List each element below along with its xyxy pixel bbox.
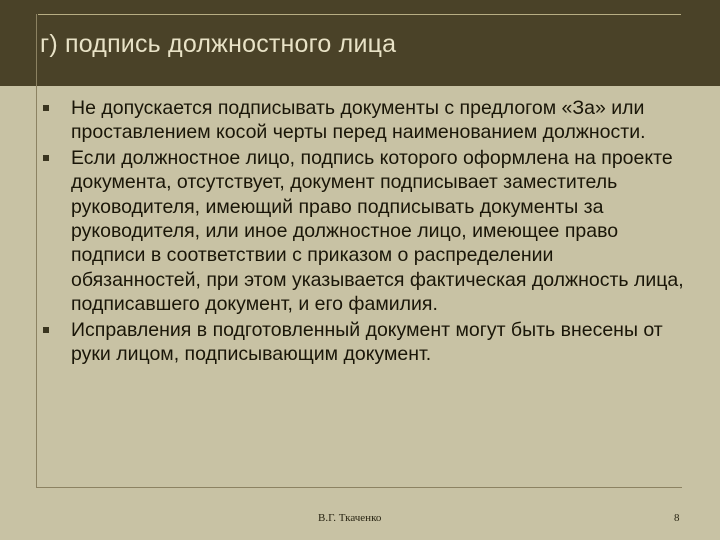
square-bullet-icon xyxy=(43,155,49,161)
footer-author: В.Г. Ткаченко xyxy=(318,512,382,524)
bullet-text: Если должностное лицо, подпись которого оформлена на проекте документа, отсутствует, документ подписывает заместитель руководителя, имеющий право подписывать документы за руководителя, или иное должностное лицо, имеющее право подписи в соответствии с приказом о распределении обязанностей, при этом указывается фактическая должность лица, подписавшего документ, и его фамилия. xyxy=(71,146,684,316)
frame-top-rule xyxy=(38,14,681,15)
slide-title: г) подпись должностного лица xyxy=(40,30,397,58)
bullet-list xyxy=(40,96,688,367)
bullet-item xyxy=(40,96,688,145)
bullet-text: Не допускается подписывать документы с предлогом «За» или проставлением косой черты перед наименованием должности. xyxy=(71,97,646,144)
bullet-item xyxy=(40,146,688,317)
frame-left-rule xyxy=(36,14,37,488)
bullet-text: Исправления в подготовленный документ могут быть внесены от руки лицом, подписывающим документ. xyxy=(71,318,663,366)
square-bullet-icon xyxy=(43,327,49,333)
bullet-item xyxy=(40,318,688,367)
page-number: 8 xyxy=(674,512,680,524)
square-bullet-icon xyxy=(43,105,49,111)
frame-bottom-rule xyxy=(36,487,682,488)
